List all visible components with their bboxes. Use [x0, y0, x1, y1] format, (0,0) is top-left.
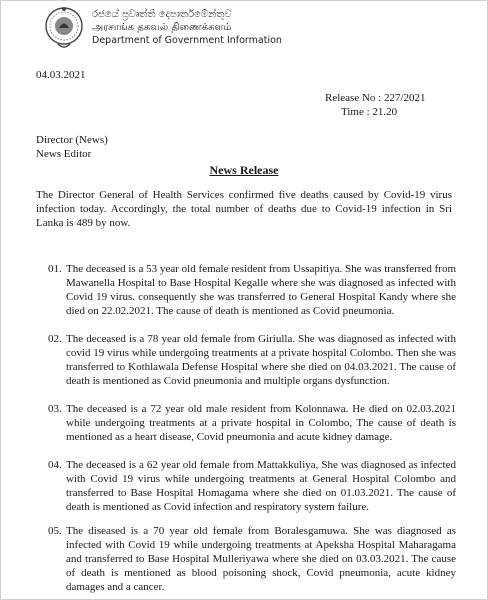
document-date: 04.03.2021	[36, 69, 86, 81]
item-number: 04.	[48, 459, 62, 471]
recipient-editor: News Editor	[36, 148, 92, 160]
release-time: Time : 21.20	[341, 106, 398, 118]
item-number: 01.	[48, 263, 62, 275]
release-info	[325, 91, 426, 119]
item-number: 05.	[48, 525, 62, 537]
item-text: The deceased is a 53 year old female resident from Ussapitiya. She was transferred from Mawanella Hospital to Base Hospital Kegalle where she was diagnosed as infected with Covid 19 virus. consequently she was transferred to General Hospital Kandy where she died on 22.02.2021. The cause of death is mentioned as Covid pneumonia.	[66, 263, 456, 317]
item-number: 03.	[48, 403, 62, 415]
item-number: 02.	[48, 333, 62, 345]
recipient-director: Director (News)	[36, 134, 108, 146]
intro-paragraph: The Director General of Health Services confirmed five deaths caused by Covid-19 virus infection today. Accordingly, the total number of deaths due to Covid-19 infection in Sri Lanka is 489 by now.	[36, 189, 452, 229]
item-text: The deceased is a 72 year old male resident from Kolonnawa. He died on 02.03.2021 while undergoing treatments at a private hospital in Colombo, The cause of death is mentioned as a heart disease, Covid pneumonia and acute kidney damage.	[66, 403, 456, 443]
item-text: The deceased is a 62 year old female from Mattakkuliya, She was diagnosed as infected with Covid 19 virus while undergoing treatments at General Hospital Colombo and transferred to Base Hospital Homagama where she died on 01.03.2021. The cause of death is mentioned as Covid infection and respiratory system failure.	[66, 459, 456, 513]
dept-name-sinhala: රජයේ ප්‍රවෘත්ති දෙපාර්තමේන්තුව	[92, 9, 232, 20]
list-item	[36, 332, 456, 402]
list-item	[36, 458, 456, 524]
dept-name-tamil: அரசாங்க தகவல் திணைக்களம்	[92, 22, 232, 33]
death-list	[36, 262, 456, 594]
item-text: The deceased is a 78 year old female from Giriulla. She was diagnosed as infected with covid 19 virus while undergoing treatments at a private hospital Colombo. Then she was transferred to Kothlawala Defense Hospital where she died on 04.03.2021. The cause of death is mentioned as Covid pneumonia and multiple organs dysfunction.	[66, 333, 456, 387]
document-title: News Release	[209, 163, 279, 177]
item-text: The diseased is a 70 year old female from Boralesgamuwa. She was diagnosed as infected with Covid 19 while undergoing treatments at Apeksha Hospital Maharagama and transferred to Base Hospital Mulleriyawa where she died on 03.03.2021. The cause of death is mentioned as blood poisoning shock, Covid pneumonia, acute kidney damages and a cancer.	[66, 525, 456, 593]
recipients	[36, 133, 108, 161]
list-item	[36, 524, 456, 594]
sri-lanka-emblem-icon	[44, 4, 84, 52]
release-number: Release No : 227/2021	[325, 92, 426, 104]
dept-name-english: Department of Government Information	[92, 35, 282, 46]
list-item	[36, 402, 456, 458]
letterhead	[44, 4, 364, 56]
list-item	[36, 262, 456, 332]
